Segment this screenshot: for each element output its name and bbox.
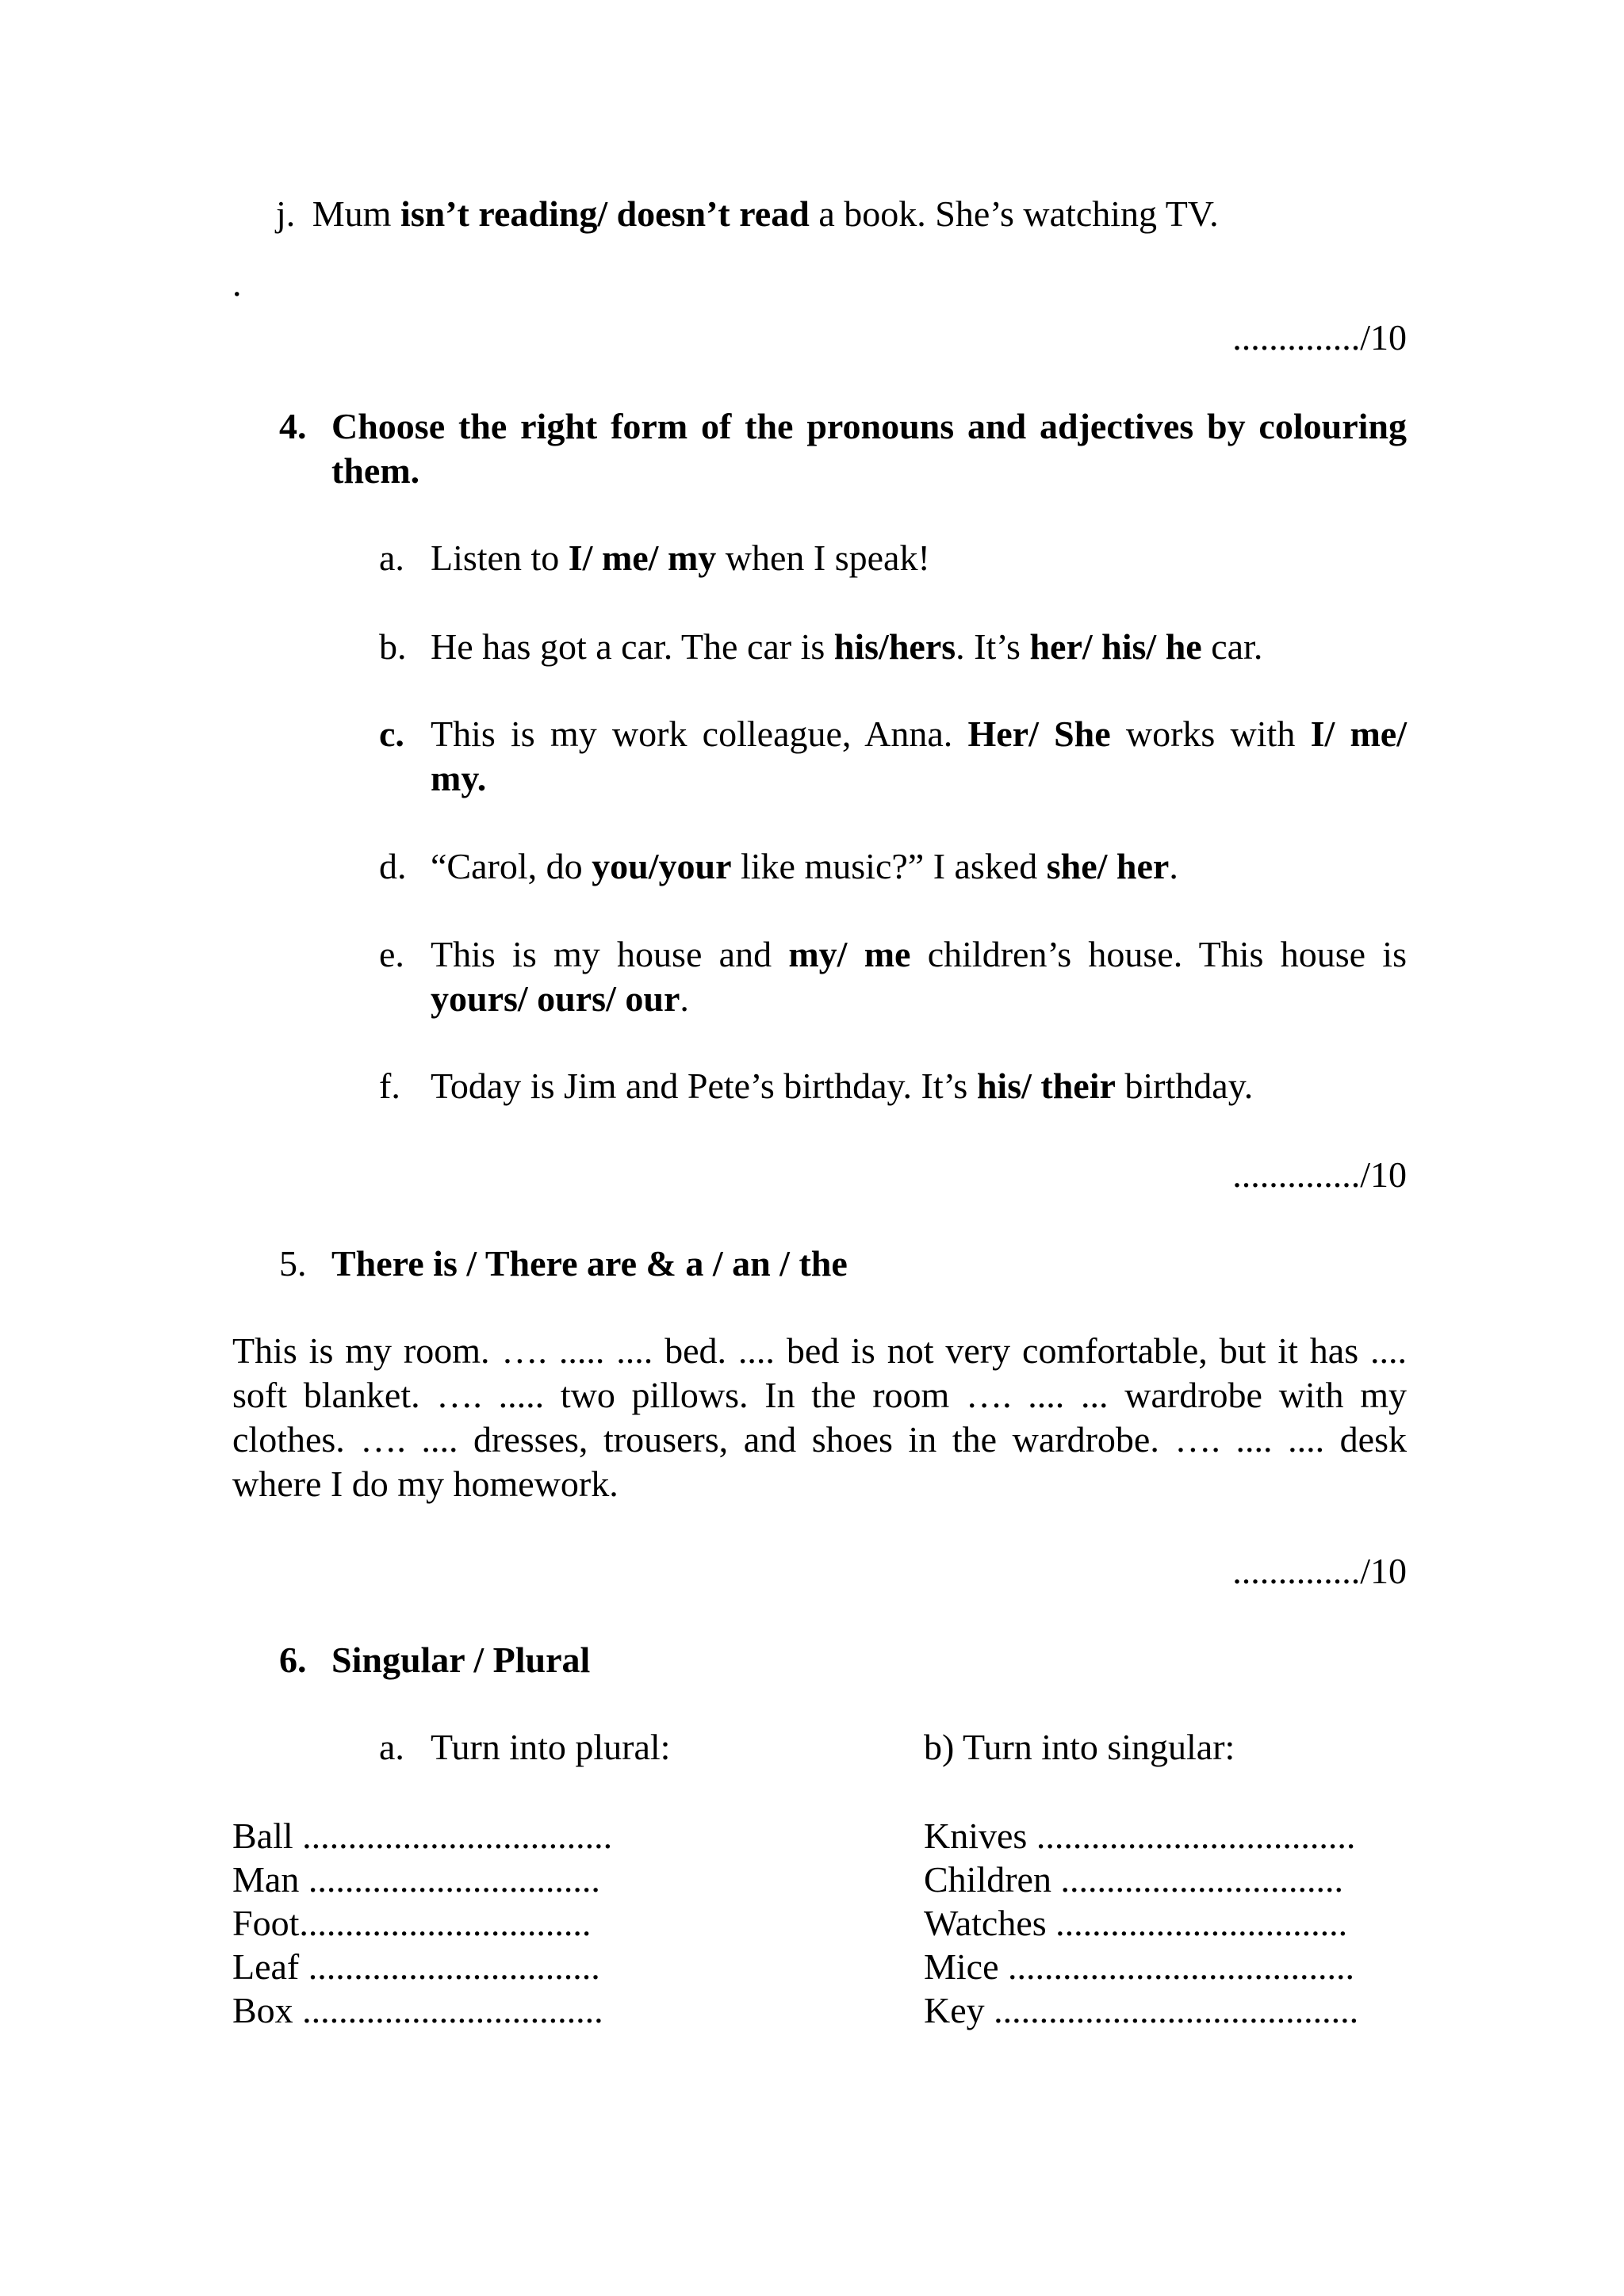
plural-row[interactable]: Leaf ................................ (232, 1946, 600, 1987)
item-4d-text-1: “Carol, do (431, 846, 592, 886)
item-4b-choice-1[interactable]: his/hers (833, 626, 956, 667)
item-4a-text-1: Listen to (431, 538, 569, 578)
item-4c-text-2: works with (1110, 714, 1311, 754)
singular-row[interactable]: Watches ................................ (924, 1903, 1348, 1943)
item-4b-text-2: . It’s (956, 626, 1030, 667)
plural-row[interactable]: Man ................................ (232, 1859, 600, 1900)
section-5-line-1: This is my room. …. ..... .... bed. .... bed is not very comfortable, but it has .... (232, 1330, 1407, 1371)
item-4b-choice-2[interactable]: her/ his/ he (1029, 626, 1202, 667)
plural-row[interactable]: Foot................................ (232, 1903, 592, 1943)
section-5-title: There is / There are & a / an / the (331, 1243, 848, 1284)
item-4e-choice-1[interactable]: my/ me (788, 934, 911, 974)
item-4b-letter: b. (379, 626, 407, 667)
item-4a-letter: a. (379, 538, 404, 578)
stray-dot: . (232, 263, 242, 304)
item-4d-text-2: like music?” I asked (731, 846, 1047, 886)
item-4e-letter: e. (379, 934, 404, 974)
item-4a-choice[interactable]: I/ me/ my (568, 538, 717, 578)
section-4-title-line-2: them. (331, 450, 420, 491)
section-4-title-line-1: Choose the right form of the pronouns and adjectives by colouring (331, 406, 1407, 446)
item-4b (431, 625, 1407, 669)
item-4d-letter: d. (379, 846, 407, 886)
item-4b-text-1: He has got a car. The car is (431, 626, 834, 667)
item-j-letter: j. (276, 193, 296, 234)
item-4c-letter: c. (379, 714, 404, 754)
item-4d (431, 844, 1407, 889)
item-4c-text-1: This is my work colleague, Anna. (431, 714, 968, 754)
item-4f (431, 1064, 1407, 1108)
section-6-title: Singular / Plural (331, 1640, 591, 1680)
section-5-line-3: clothes. …. .... dresses, trousers, and shoes in the wardrobe. …. .... .... desk (232, 1419, 1407, 1460)
item-j-choice[interactable]: isn’t reading/ doesn’t read (400, 193, 810, 234)
section-6-number: 6. (279, 1640, 307, 1680)
item-4e-text-1: This is my house and (431, 934, 789, 974)
section-4-title (331, 404, 1407, 493)
item-4d-choice-2[interactable]: she/ her (1046, 846, 1170, 886)
item-4a-text-2: when I speak! (716, 538, 930, 578)
item-4d-choice-1[interactable]: you/your (592, 846, 732, 886)
score-section-5: ............../10 (1232, 1551, 1407, 1591)
item-4f-text-2: birthday. (1115, 1066, 1254, 1106)
item-4e (431, 932, 1407, 1021)
singular-row[interactable]: Mice ...................................... (924, 1946, 1355, 1987)
item-4e-choice-2[interactable]: yours/ ours/ our (431, 978, 680, 1019)
item-j-text-2: a book. She’s watching TV. (809, 193, 1219, 234)
singular-row[interactable]: Children ............................... (924, 1859, 1343, 1900)
plural-heading: Turn into plural: (431, 1727, 671, 1767)
item-j (276, 192, 1219, 236)
plural-heading-letter: a. (379, 1727, 404, 1767)
score-section-3: ............../10 (1232, 317, 1407, 358)
plural-row[interactable]: Ball .................................. (232, 1816, 613, 1856)
item-4a (431, 536, 1407, 580)
section-4-number: 4. (279, 406, 307, 446)
item-4b-text-3: car. (1201, 626, 1263, 667)
item-4c-choice-2[interactable]: I/ me/ (1310, 714, 1407, 754)
item-4c (431, 712, 1407, 801)
section-5-number: 5. (279, 1243, 307, 1284)
item-4c-choice-3[interactable]: my. (431, 758, 487, 798)
item-4f-choice[interactable]: his/ their (976, 1066, 1116, 1106)
section-5-line-4: where I do my homework. (232, 1464, 619, 1504)
section-5-paragraph (232, 1329, 1407, 1506)
score-section-4: ............../10 (1232, 1154, 1407, 1195)
singular-heading: b) Turn into singular: (924, 1727, 1235, 1767)
singular-row[interactable]: Key ........................................ (924, 1990, 1359, 2030)
item-4f-text-1: Today is Jim and Pete’s birthday. It’s (431, 1066, 977, 1106)
item-4e-text-3: . (680, 978, 689, 1019)
item-4c-choice-1[interactable]: Her/ She (967, 714, 1111, 754)
singular-row[interactable]: Knives ................................... (924, 1816, 1356, 1856)
item-4d-text-3: . (1169, 846, 1178, 886)
item-j-text-1: Mum (312, 193, 400, 234)
section-5-line-2: soft blanket. …. ..... two pillows. In the room …. .... ... wardrobe with my (232, 1375, 1407, 1415)
plural-row[interactable]: Box ................................. (232, 1990, 603, 2030)
item-4e-text-2: children’s house. This house is (910, 934, 1407, 974)
item-4f-letter: f. (379, 1066, 400, 1106)
